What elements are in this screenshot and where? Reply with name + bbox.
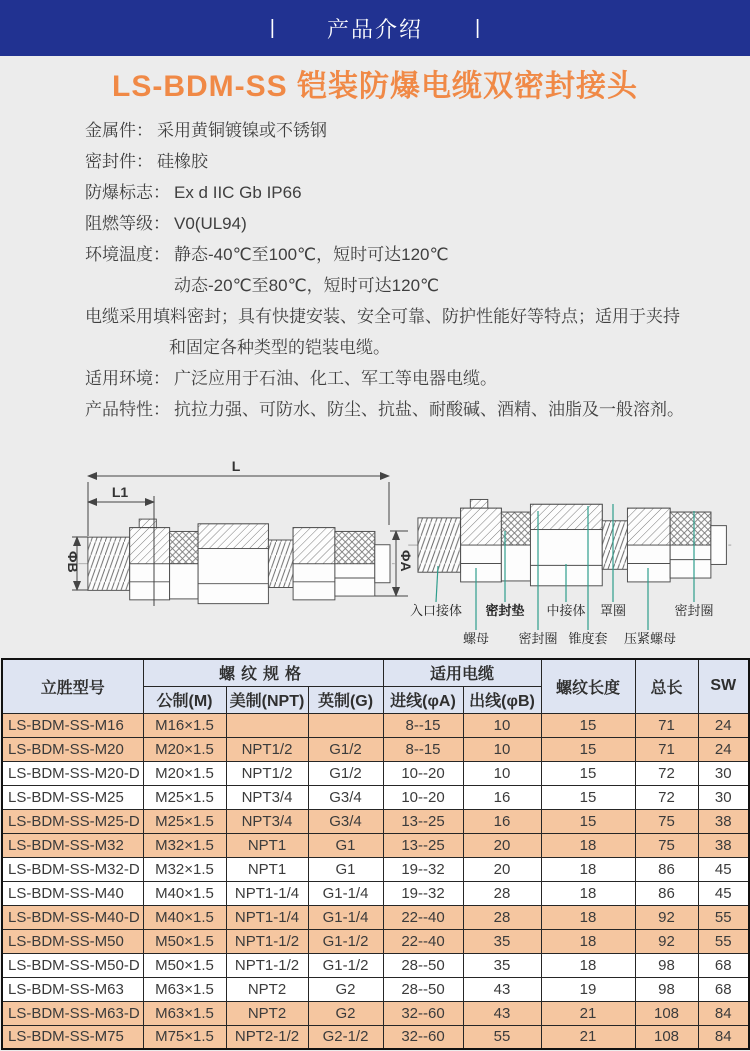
part-label-seal-ring: 密封圈	[518, 631, 558, 646]
spec-cell: 75	[635, 833, 698, 857]
model-cell: LS-BDM-SS-M16	[2, 713, 143, 737]
spec-cell: M40×1.5	[143, 905, 226, 929]
spec-line-exmark	[85, 177, 692, 208]
part-label-taper-sleeve: 锥度套	[568, 631, 608, 646]
col-outlet: 出线(φB)	[463, 686, 541, 713]
spec-table-header	[2, 659, 749, 713]
table-row	[2, 761, 749, 785]
model-cell: LS-BDM-SS-M32-D	[2, 857, 143, 881]
title-block	[0, 56, 750, 110]
spec-table	[1, 658, 750, 1050]
col-sw: SW	[698, 659, 749, 713]
spec-cell: 86	[635, 881, 698, 905]
table-row	[2, 785, 749, 809]
spec-value: 抗拉力强、可防水、防尘、抗盐、耐酸碱、酒精、油脂及一般溶剂。	[174, 400, 684, 419]
spec-cell: 22--40	[383, 929, 463, 953]
spec-cell: M32×1.5	[143, 857, 226, 881]
part-label-cover-ring: 罩圈	[599, 603, 627, 618]
model-cell: LS-BDM-SS-M40	[2, 881, 143, 905]
spec-cell: 16	[463, 809, 541, 833]
spec-cell: G2	[308, 1001, 383, 1025]
table-row	[2, 857, 749, 881]
spec-cell: G1-1/2	[308, 929, 383, 953]
model-cell: LS-BDM-SS-M25-D	[2, 809, 143, 833]
spec-cell: G2-1/2	[308, 1025, 383, 1049]
spec-cell: 98	[635, 953, 698, 977]
spec-cell: 8--15	[383, 737, 463, 761]
table-row	[2, 1001, 749, 1025]
spec-line-temperature	[85, 239, 692, 301]
dim-phiA-label: ΦA	[398, 550, 414, 572]
spec-cell: M32×1.5	[143, 833, 226, 857]
spec-cell: 18	[541, 881, 635, 905]
spec-value: 硅橡胶	[157, 152, 208, 171]
spec-cell: G1	[308, 833, 383, 857]
spec-label: 密封件：	[85, 152, 153, 171]
product-specs	[0, 110, 750, 452]
spec-cell: 43	[463, 977, 541, 1001]
part-label-middle-body: 中接体	[546, 603, 586, 618]
spec-cell: 10	[463, 761, 541, 785]
spec-cell: G1-1/2	[308, 953, 383, 977]
part-label-compression-nut: 压紧螺母	[623, 631, 677, 646]
spec-cell: M63×1.5	[143, 977, 226, 1001]
col-metric: 公制(M)	[143, 686, 226, 713]
table-row	[2, 1025, 749, 1049]
spec-cell: 10	[463, 713, 541, 737]
spec-cell: G1-1/4	[308, 905, 383, 929]
spec-cell: 55	[463, 1025, 541, 1049]
dim-L1-label: L1	[111, 484, 129, 500]
spec-line-seal	[85, 146, 692, 177]
spec-cell: 68	[698, 953, 749, 977]
spec-cell: 15	[541, 809, 635, 833]
spec-cell: 30	[698, 761, 749, 785]
part-label-inlet-body: 入口接体	[409, 603, 463, 618]
spec-cell: 24	[698, 713, 749, 737]
model-cell: LS-BDM-SS-M63	[2, 977, 143, 1001]
spec-cell: M20×1.5	[143, 737, 226, 761]
spec-cell: G1/2	[308, 737, 383, 761]
model-cell: LS-BDM-SS-M50-D	[2, 953, 143, 977]
dim-phiB-label: ΦB	[65, 551, 81, 573]
model-cell: LS-BDM-SS-M32	[2, 833, 143, 857]
spec-cell: NPT1/2	[226, 737, 308, 761]
temp-dynamic: 动态-20℃至80℃，短时可达120℃	[174, 276, 440, 295]
spec-cell: NPT1	[226, 833, 308, 857]
table-row	[2, 833, 749, 857]
col-g: 英制(G)	[308, 686, 383, 713]
spec-cell: 13--25	[383, 809, 463, 833]
spec-cell: 20	[463, 833, 541, 857]
table-row	[2, 809, 749, 833]
spec-cell: 24	[698, 737, 749, 761]
spec-line-environment	[85, 363, 692, 394]
spec-cell: 92	[635, 905, 698, 929]
spec-cell: 19	[541, 977, 635, 1001]
page-title: LS-BDM-SS 铠装防爆电缆双密封接头	[112, 70, 638, 103]
table-row	[2, 713, 749, 737]
model-cell: LS-BDM-SS-M63-D	[2, 1001, 143, 1025]
col-group-cable: 适用电缆	[383, 659, 541, 686]
spec-cell: 32--60	[383, 1025, 463, 1049]
spec-cell	[308, 713, 383, 737]
spec-cell: 10	[463, 737, 541, 761]
top-banner	[0, 0, 750, 56]
spec-cell: NPT1-1/2	[226, 953, 308, 977]
spec-cell: 84	[698, 1025, 749, 1049]
spec-label: 适用环境：	[85, 369, 170, 388]
spec-cell: NPT2	[226, 1001, 308, 1025]
spec-cell: 55	[698, 929, 749, 953]
spec-cell: NPT1-1/4	[226, 905, 308, 929]
model-cell: LS-BDM-SS-M40-D	[2, 905, 143, 929]
spec-cell	[226, 713, 308, 737]
spec-cell: 30	[698, 785, 749, 809]
spec-cell: NPT1-1/2	[226, 929, 308, 953]
spec-value: Ex d IIC Gb IP66	[174, 183, 302, 202]
spec-line-features	[85, 394, 692, 425]
spec-cell: M50×1.5	[143, 929, 226, 953]
spec-cell: 18	[541, 905, 635, 929]
spec-cell: 18	[541, 833, 635, 857]
dim-L-label: L	[231, 458, 241, 474]
table-row	[2, 977, 749, 1001]
spec-value: 采用黄铜镀镍或不锈钢	[157, 121, 327, 140]
banner-separator: |	[475, 16, 481, 39]
spec-cell: 75	[635, 809, 698, 833]
spec-cell: 45	[698, 857, 749, 881]
spec-cell: 15	[541, 785, 635, 809]
table-row	[2, 929, 749, 953]
model-cell: LS-BDM-SS-M50	[2, 929, 143, 953]
spec-cell: 28	[463, 905, 541, 929]
part-label-seal-gasket: 密封垫	[485, 603, 525, 618]
model-cell: LS-BDM-SS-M25	[2, 785, 143, 809]
spec-cell: 21	[541, 1001, 635, 1025]
spec-value: 广泛应用于石油、化工、军工等电器电缆。	[174, 369, 497, 388]
spec-cell: NPT2-1/2	[226, 1025, 308, 1049]
spec-cell: G3/4	[308, 809, 383, 833]
spec-cell: 71	[635, 713, 698, 737]
temp-static: 静态-40℃至100℃，短时可达120℃	[174, 245, 449, 264]
spec-cell: NPT1	[226, 857, 308, 881]
spec-cell: 28	[463, 881, 541, 905]
spec-table-section	[0, 658, 750, 1050]
spec-cell: 10--20	[383, 761, 463, 785]
part-label-seal-ring-right: 密封圈	[674, 603, 714, 618]
spec-cell: M25×1.5	[143, 809, 226, 833]
table-row	[2, 737, 749, 761]
spec-cell: 35	[463, 929, 541, 953]
spec-cell: 71	[635, 737, 698, 761]
spec-cell: 18	[541, 929, 635, 953]
spec-cell: 13--25	[383, 833, 463, 857]
spec-cell: 15	[541, 737, 635, 761]
spec-cell: M40×1.5	[143, 881, 226, 905]
spec-cell: 15	[541, 761, 635, 785]
col-total-length: 总长	[635, 659, 698, 713]
spec-cell: 35	[463, 953, 541, 977]
spec-value	[174, 239, 692, 301]
spec-label: 金属件：	[85, 121, 153, 140]
spec-cell: 84	[698, 1001, 749, 1025]
spec-cell: M20×1.5	[143, 761, 226, 785]
spec-value: V0(UL94)	[174, 214, 247, 233]
table-row	[2, 881, 749, 905]
spec-cell: 55	[698, 905, 749, 929]
technical-diagrams	[0, 452, 750, 658]
spec-cell: NPT2	[226, 977, 308, 1001]
spec-cell: 38	[698, 809, 749, 833]
part-label-nut: 螺母	[462, 631, 490, 646]
spec-cell: G3/4	[308, 785, 383, 809]
spec-cell: 108	[635, 1025, 698, 1049]
col-group-thread-spec: 螺纹规格	[143, 659, 383, 686]
col-model: 立胜型号	[2, 659, 143, 713]
spec-cell: 72	[635, 785, 698, 809]
spec-cell: G1/2	[308, 761, 383, 785]
spec-line-flame	[85, 208, 692, 239]
spec-cell: NPT1/2	[226, 761, 308, 785]
spec-cell: 8--15	[383, 713, 463, 737]
spec-cell: 28--50	[383, 977, 463, 1001]
spec-cell: NPT3/4	[226, 809, 308, 833]
dimension-diagram	[64, 456, 416, 652]
table-row	[2, 953, 749, 977]
spec-cell: 38	[698, 833, 749, 857]
table-row	[2, 905, 749, 929]
spec-cell: 15	[541, 713, 635, 737]
spec-line-metal	[85, 115, 692, 146]
spec-cell: M75×1.5	[143, 1025, 226, 1049]
spec-label: 防爆标志：	[85, 183, 170, 202]
spec-cell: 86	[635, 857, 698, 881]
spec-cell: NPT3/4	[226, 785, 308, 809]
spec-cell: 19--32	[383, 881, 463, 905]
spec-cell: 28--50	[383, 953, 463, 977]
model-cell: LS-BDM-SS-M20	[2, 737, 143, 761]
spec-cell: 43	[463, 1001, 541, 1025]
spec-label: 环境温度：	[85, 245, 170, 264]
spec-cell: 45	[698, 881, 749, 905]
spec-cell: 98	[635, 977, 698, 1001]
spec-cell: M16×1.5	[143, 713, 226, 737]
spec-cell: 32--60	[383, 1001, 463, 1025]
spec-cell: 18	[541, 953, 635, 977]
spec-cell: NPT1-1/4	[226, 881, 308, 905]
spec-cell: 22--40	[383, 905, 463, 929]
spec-label: 产品特性：	[85, 400, 170, 419]
spec-cell: 72	[635, 761, 698, 785]
spec-table-body	[2, 713, 749, 1049]
spec-cell: G1	[308, 857, 383, 881]
spec-cell: 108	[635, 1001, 698, 1025]
spec-line-cable-desc: 电缆采用填料密封；具有快捷安装、安全可靠、防护性能好等特点；适用于夹持和固定各种类型的铠装电缆。	[85, 307, 680, 357]
spec-cell: 20	[463, 857, 541, 881]
spec-cell: 10--20	[383, 785, 463, 809]
spec-cell: 21	[541, 1025, 635, 1049]
spec-cell: 18	[541, 857, 635, 881]
banner-separator: |	[269, 16, 275, 39]
col-thread-length: 螺纹长度	[541, 659, 635, 713]
spec-cell: 16	[463, 785, 541, 809]
parts-diagram	[408, 456, 740, 652]
spec-cell: G2	[308, 977, 383, 1001]
col-inlet: 进线(φA)	[383, 686, 463, 713]
spec-cell: M63×1.5	[143, 1001, 226, 1025]
model-cell: LS-BDM-SS-M20-D	[2, 761, 143, 785]
model-cell: LS-BDM-SS-M75	[2, 1025, 143, 1049]
spec-cell: G1-1/4	[308, 881, 383, 905]
spec-cell: 92	[635, 929, 698, 953]
col-npt: 美制(NPT)	[226, 686, 308, 713]
spec-cell: 19--32	[383, 857, 463, 881]
spec-cell: 68	[698, 977, 749, 1001]
spec-cell: M50×1.5	[143, 953, 226, 977]
spec-cell: M25×1.5	[143, 785, 226, 809]
banner-title: 产品介绍	[326, 16, 423, 42]
spec-label: 阻燃等级：	[85, 214, 170, 233]
